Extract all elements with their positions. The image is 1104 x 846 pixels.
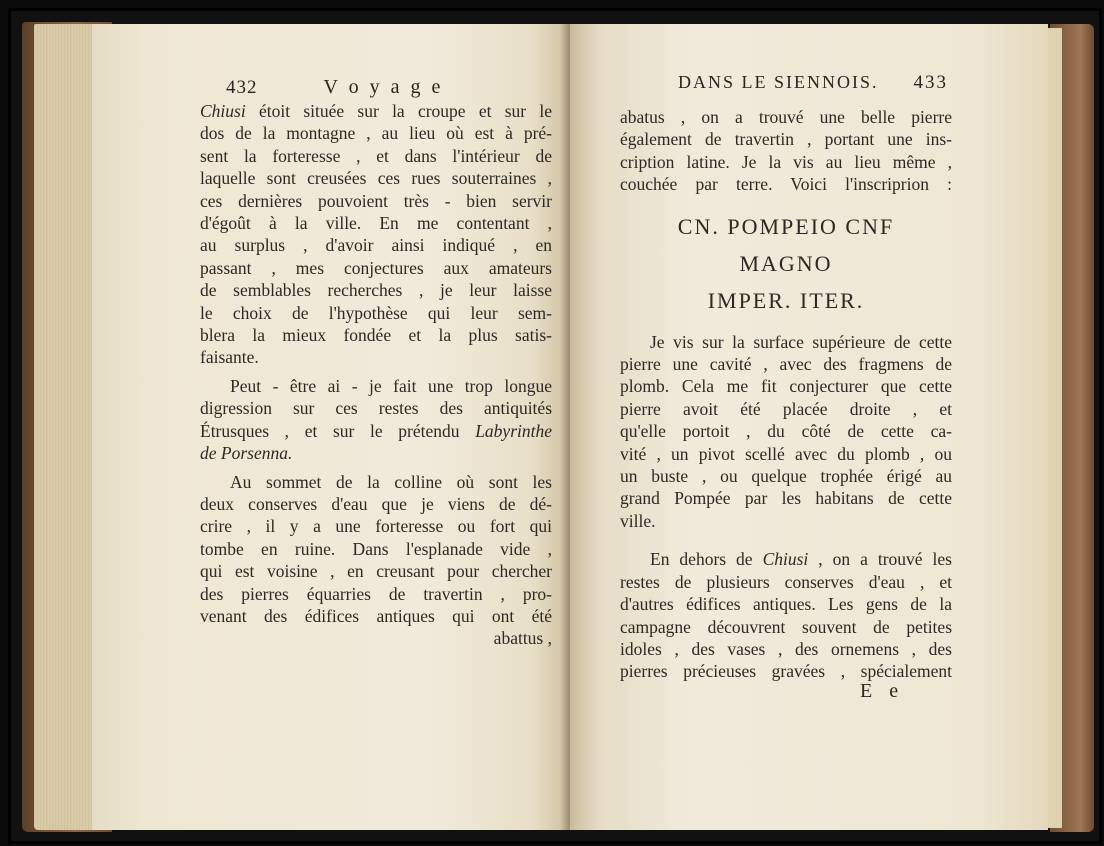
text-line-content [620,106,952,128]
text-line [200,420,552,442]
text-run: qui est voisine , en creusant pour chercher [200,561,552,582]
text-line-content [200,145,552,167]
text-line-content [620,443,952,465]
latin-inscription [620,208,952,319]
text-run: de semblables recherches , je leur laisse [200,280,552,301]
text-line-content [200,257,552,279]
text-line [620,173,952,195]
text-line-content [200,122,552,144]
text-line [200,583,552,605]
italic-text: Chiusi [200,101,246,121]
text-line-content [620,616,952,638]
text-line-content [620,571,952,593]
text-run: crire , il y a une forteresse ou fort qui [200,516,552,537]
text-line [200,234,552,256]
text-line-content [620,487,952,509]
italic-text: Labyrinthe [475,420,552,441]
text-line-content [200,420,552,442]
text-line [620,548,952,570]
text-line [620,487,952,509]
text-line [620,398,952,420]
text-line [200,324,552,346]
text-line [620,375,952,397]
signature-mark: E e [860,680,905,702]
italic-text: de Porsenna. [200,443,293,464]
text-run: restes de plusieurs conserves d'eau , et [620,571,952,592]
text-run: également de travertin , portant une ins- [620,129,952,150]
text-line-content [620,465,952,487]
text-line [200,471,552,493]
text-line [200,397,552,419]
text-line-content [200,538,552,560]
text-run: des pierres équarries de travertin , pro- [200,583,552,604]
page-number-left: 432 [226,77,258,98]
text-line-content [200,493,552,515]
text-line-content [230,375,552,397]
text-run: deux conserves d'eau que je viens de dé- [200,493,552,514]
text-run: Je vis sur la surface supérieure de cette [650,331,952,352]
page-number-right: 433 [913,72,948,93]
text-run: passant , mes conjectures aux amateurs [200,257,552,278]
text-line [620,465,952,487]
text-line-content [650,331,952,353]
text-line-content [620,510,952,532]
text-line-content [230,471,552,493]
text-run: Étrusques , et sur le prétendu [200,420,476,441]
right-page [570,24,1048,830]
text-line-content [200,100,552,122]
text-line [200,442,552,464]
text-run: sent la forteresse , et dans l'intérieur de [200,145,552,166]
text-line [200,346,552,368]
text-run: En dehors de [650,549,763,570]
text-line-content [620,593,952,615]
text-run: abatus , on a trouvé une belle pierre [620,107,952,127]
text-line [200,279,552,301]
text-line-content [200,346,552,368]
text-line-content [200,560,552,582]
text-line [620,353,952,375]
text-line-content [200,627,552,649]
text-run: couchée par terre. Voici l'inscriprion : [620,174,952,195]
text-run: idoles , des vases , des ornemens , des [620,638,952,659]
inscription-line: MAGNO [739,250,833,276]
text-line [620,593,952,615]
right-header [678,72,948,94]
text-line [620,420,952,442]
text-run: campagne découvrent souvent de petites [620,616,952,637]
running-head-left: V o y a g e [323,76,444,98]
text-run: grand Pompée par les habitans de cette [620,488,952,509]
text-run: Au sommet de la colline où sont les [230,471,552,492]
text-line-content [200,190,552,212]
text-line [200,145,552,167]
text-line [620,571,952,593]
text-line [200,375,552,397]
left-body-text [200,100,552,650]
text-line [200,190,552,212]
text-run: abattus , [493,628,552,649]
text-line-content [200,605,552,627]
text-run: qu'elle portoit , du côté de cette ca- [620,421,952,442]
text-run: blera la mieux fondée et la plus satis- [200,325,552,346]
inscription-line: CN. POMPEIO CNF [677,213,895,239]
text-run: étoit située sur la croupe et sur le [245,101,552,121]
inscription-line: IMPER. ITER. [707,287,865,313]
text-run: un buste , ou quelque trophée érigé au [620,466,952,487]
text-line-content [620,151,952,173]
text-line-content [650,548,952,570]
text-run: venant des édifices antiques qui ont été [200,605,552,626]
text-line-content [200,324,552,346]
text-line [620,616,952,638]
text-line [620,510,952,532]
text-run: ville. [620,510,656,531]
text-line [200,212,552,234]
right-body-text [620,106,952,683]
text-run: ces dernières pouvoient très - bien servir [200,190,552,211]
paragraph-gap [620,532,952,548]
text-line [200,493,552,515]
text-line-content [620,353,952,375]
text-run: d'autres édifices antiques. Les gens de la [620,594,952,615]
text-line-content [200,167,552,189]
text-line-content [620,375,952,397]
text-line [200,302,552,324]
text-line [200,605,552,627]
text-run: laquelle sont creusées ces rues souterraines , [200,168,552,189]
text-run: digression sur ces restes des antiquités [200,398,552,419]
text-line [200,627,552,649]
text-line-content [200,212,552,234]
text-run: pierre avoit été placée droite , et [620,398,952,419]
text-line-content [200,397,552,419]
text-line-content [620,420,952,442]
text-run: tombe en ruine. Dans l'esplanade vide , [200,538,552,559]
text-run: Peut - être ai - je fait une trop longue [230,375,552,396]
left-header [226,76,443,99]
text-run: , on a trouvé les [808,549,952,570]
text-line [620,128,952,150]
italic-text: Chiusi [762,549,809,570]
text-line [200,122,552,144]
text-run: faisante. [200,347,259,368]
text-run: pierres précieuses gravées , spécialement [620,661,952,682]
text-line [200,100,552,122]
text-line [620,638,952,660]
text-line [200,257,552,279]
text-run: plomb. Cela me fit conjecturer que cette [620,376,952,397]
running-head-right: DANS LE SIENNOIS. [678,72,879,92]
text-line-content [620,128,952,150]
text-run: au surplus , d'avoir ainsi indiqué , en [200,235,552,256]
text-line [200,167,552,189]
text-run: le choix de l'hypothèse qui leur sem- [200,302,552,323]
text-line [620,106,952,128]
text-run: cription latine. Je la vis au lieu même , [620,151,952,172]
text-line-content [620,638,952,660]
text-line-content [200,515,552,537]
text-line-content [200,279,552,301]
text-line [620,331,952,353]
text-line [200,515,552,537]
text-run: d'égoût à la ville. En me contentant , [200,213,552,234]
text-line-content [200,442,552,464]
text-line-content [620,173,952,195]
text-line-content [200,234,552,256]
text-line-content [200,583,552,605]
text-line-content [200,302,552,324]
text-run: dos de la montagne , au lieu où est à pré- [200,123,552,144]
text-line-content [620,398,952,420]
text-line [200,560,552,582]
text-line [620,443,952,465]
text-line [620,151,952,173]
text-run: pierre une cavité , avec des fragmens de [620,354,952,375]
left-page [92,24,570,830]
text-run: vité , un pivot scellé avec du plomb , ou [620,443,952,464]
text-line [200,538,552,560]
